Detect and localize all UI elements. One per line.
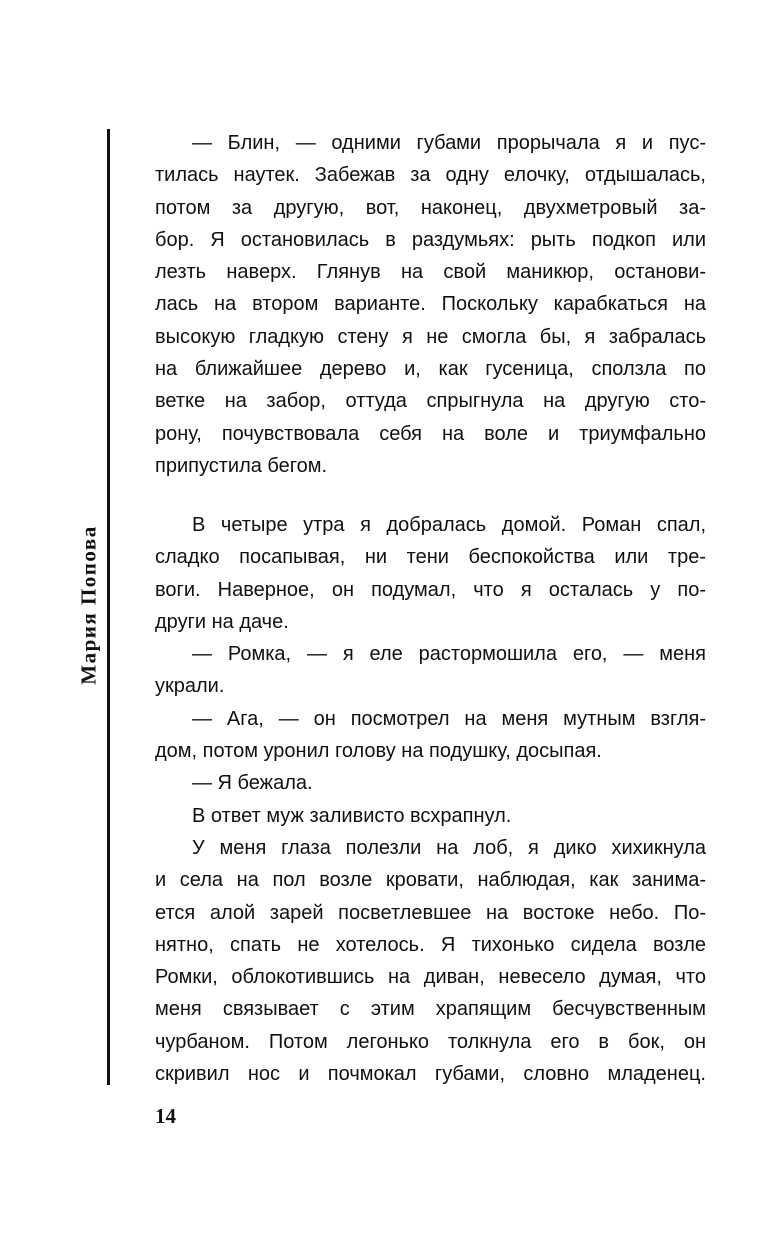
text-line: сладко посапывая, ни тени беспокойства или тре- <box>155 546 706 569</box>
text-line: В четыре утра я добралась домой. Роман спал, <box>192 514 706 536</box>
text-line: лезть наверх. Глянув на свой маникюр, останови- <box>155 261 706 284</box>
page-number: 14 <box>155 1104 176 1128</box>
text-line: У меня глаза полезли на лоб, я дико хихикнула <box>192 836 706 859</box>
text-line: на ближайшее дерево и, как гусеница, сползла по <box>155 358 706 381</box>
text-line: дом, потом уронил голову на подушку, досыпая. <box>155 740 602 763</box>
text-block-2 <box>155 509 706 1090</box>
text-line: лась на втором варианте. Поскольку карабкаться на <box>155 293 706 316</box>
running-head-author: Мария Попова <box>76 525 101 685</box>
text-line: Ромки, облокотившись на диван, невесело думая, что <box>155 966 706 989</box>
text-line: и села на пол возле кровати, наблюдая, как занима- <box>155 869 706 892</box>
text-line: — Блин, — одними губами прорычала я и пус- <box>192 132 706 154</box>
text-line: В ответ муж заливисто всхрапнул. <box>192 804 512 827</box>
text-line: воги. Наверное, он подумал, что я осталась у по- <box>155 578 706 601</box>
text-line: нятно, спать не хотелось. Я тихонько сидела возле <box>155 933 706 956</box>
text-line: чурбаном. Потом легонько толкнула его в бок, он <box>155 1030 706 1053</box>
text-line: рону, почувствовала себя на воле и триумфально <box>155 422 706 445</box>
margin-rule <box>107 129 110 1085</box>
text-line: — Ромка, — я еле растормошила его, — меня <box>192 643 706 666</box>
text-line: — Я бежала. <box>192 772 313 795</box>
text-line: высокую гладкую стену я не смогла бы, я забралась <box>155 325 706 348</box>
text-line: бор. Я остановилась в раздумьях: рыть подкоп или <box>155 228 706 251</box>
text-line: потом за другую, вот, наконец, двухметровый за- <box>155 196 706 219</box>
text-line: — Ага, — он посмотрел на меня мутным взгля- <box>192 707 706 730</box>
text-line: ется алой зарей посветлевшее на востоке небо. По- <box>155 901 706 924</box>
text-block-1 <box>155 127 706 482</box>
text-line: украли. <box>155 675 225 698</box>
text-line: ветке на забор, оттуда спрыгнула на другую сто- <box>155 390 706 413</box>
text-line: припустила бегом. <box>155 454 328 477</box>
text-line: скривил нос и почмокал губами, словно младенец. <box>155 1063 706 1086</box>
text-line: други на даче. <box>155 610 289 633</box>
text-line: тилась наутек. Забежав за одну елочку, отдышалась, <box>155 164 706 187</box>
text-line: меня связывает с этим храпящим бесчувственным <box>155 998 706 1021</box>
